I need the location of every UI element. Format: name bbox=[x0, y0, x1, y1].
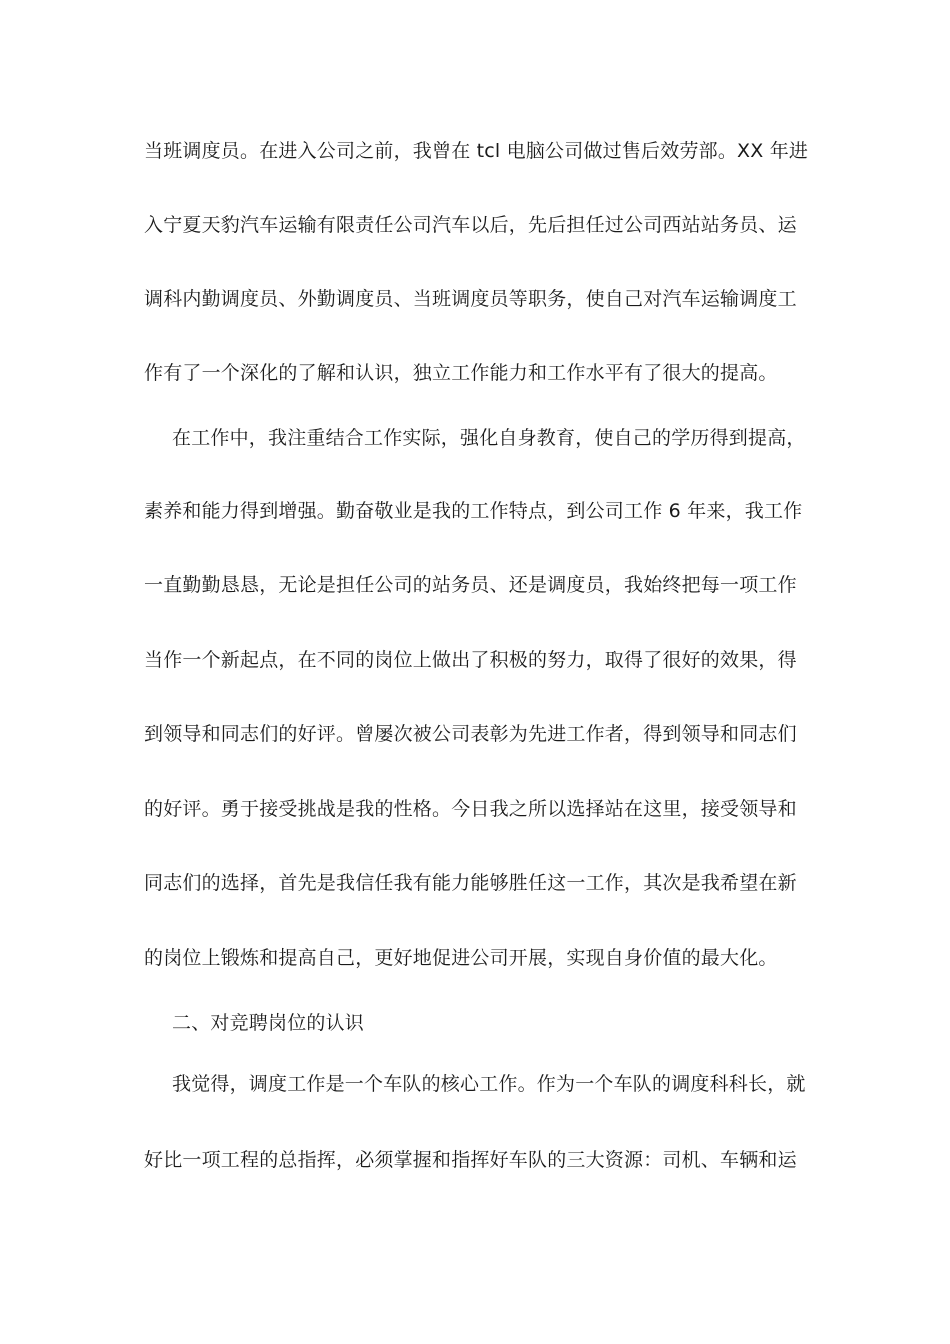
text-line: 的好评。勇于接受挑战是我的性格。今日我之所以选择站在这里，接受领导和 bbox=[144, 798, 797, 820]
text-line: 的岗位上锻炼和提高自己，更好地促进公司开展，实现自身价值的最大化。 bbox=[144, 947, 778, 969]
text-line: 入宁夏天豹汽车运输有限责任公司汽车以后，先后担任过公司西站站务员、运 bbox=[144, 214, 797, 236]
text-line: 调科内勤调度员、外勤调度员、当班调度员等职务，使自己对汽车运输调度工 bbox=[144, 288, 797, 310]
text-line: 当作一个新起点，在不同的岗位上做出了积极的努力，取得了很好的效果，得 bbox=[144, 649, 797, 671]
text-line: 同志们的选择，首先是我信任我有能力能够胜任这一工作，其次是我希望在新 bbox=[144, 872, 797, 894]
text-line: 一直勤勤恳恳，无论是担任公司的站务员、还是调度员，我始终把每一项工作 bbox=[144, 574, 797, 596]
text-line: 作有了一个深化的了解和认识，独立工作能力和工作水平有了很大的提高。 bbox=[144, 362, 778, 384]
paragraph-start-line: 我觉得，调度工作是一个车队的核心工作。作为一个车队的调度科科长，就 bbox=[172, 1073, 806, 1095]
text-line: 到领导和同志们的好评。曾屡次被公司表彰为先进工作者，得到领导和同志们 bbox=[144, 723, 797, 745]
text-line: 素养和能力得到增强。勤奋敬业是我的工作特点，到公司工作 6 年来，我工作 bbox=[144, 500, 803, 522]
section-heading: 二、对竞聘岗位的认识 bbox=[172, 1012, 365, 1034]
paragraph-start-line: 在工作中，我注重结合工作实际，强化自身教育，使自己的学历得到提高， bbox=[172, 427, 806, 449]
text-line: 当班调度员。在进入公司之前，我曾在 tcl 电脑公司做过售后效劳部。XX 年进 bbox=[144, 140, 809, 162]
text-line: 好比一项工程的总指挥，必须掌握和指挥好车队的三大资源：司机、车辆和运 bbox=[144, 1149, 797, 1171]
